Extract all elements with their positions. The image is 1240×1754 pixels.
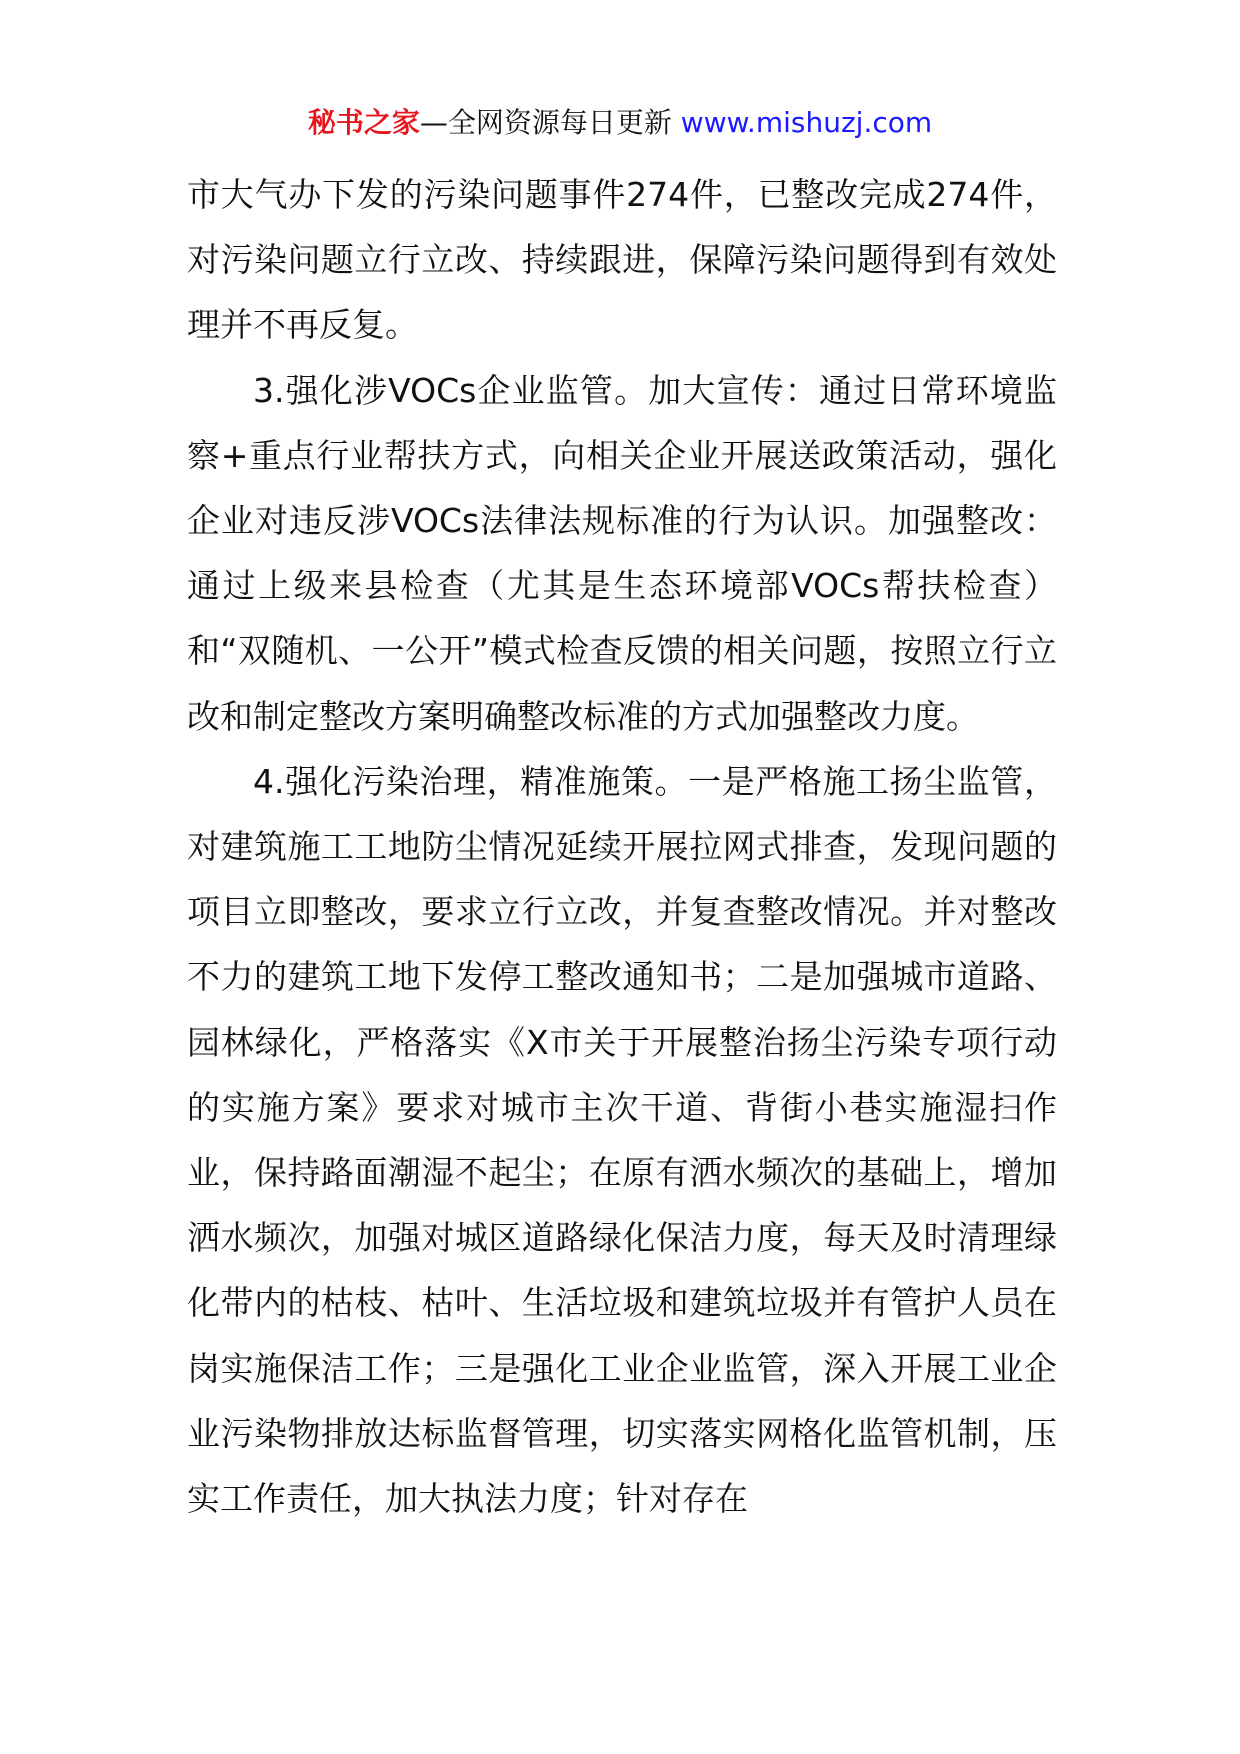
paragraph-continuation: 市大气办下发的污染问题事件274件，已整改完成274件，对污染问题立行立改、持续跟进，保障污染问题得到有效处理并不再反复。 <box>187 175 1057 345</box>
document-body <box>187 162 1057 1531</box>
paragraph-vocs-supervision: 3.强化涉VOCs企业监管。加大宣传：通过日常环境监察+重点行业帮扶方式，向相关企业开展送政策活动，强化企业对违反涉VOCs法律法规标准的行为认识。加强整改：通过上级来县检查（尤其是生态环境部VOCs帮扶检查）和“双随机、一公开”模式检查反馈的相关问题，按照立行立改和制定整改方案明确整改标准的方式加强整改力度。 <box>187 370 1057 736</box>
paragraph-pollution-control: 4.强化污染治理，精准施策。一是严格施工扬尘监管，对建筑施工工地防尘情况延续开展拉网式排查，发现问题的项目立即整改，要求立行立改，并复查整改情况。并对整改不力的建筑工地下发停工整改通知书；二是加强城市道路、园林绿化，严格落实《X市关于开展整治扬尘污染专项行动的实施方案》要求对城市主次干道、背街小巷实施湿扫作业，保持路面潮湿不起尘；在原有洒水频次的基础上，增加洒水频次，加强对城区道路绿化保洁力度，每天及时清理绿化带内的枯枝、枯叶、生活垃圾和建筑垃圾并有管护人员在岗实施保洁工作；三是强化工业企业监管，深入开展工业企业污染物排放达标监督管理，切实落实网格化监管机制，压实工作责任，加大执法力度；针对存在 <box>187 761 1057 1519</box>
page-header <box>0 103 1240 143</box>
header-tagline: —全网资源每日更新 <box>419 106 672 139</box>
brand-name: 秘书之家 <box>307 106 420 139</box>
site-link[interactable]: www.mishuzj.com <box>680 106 933 139</box>
